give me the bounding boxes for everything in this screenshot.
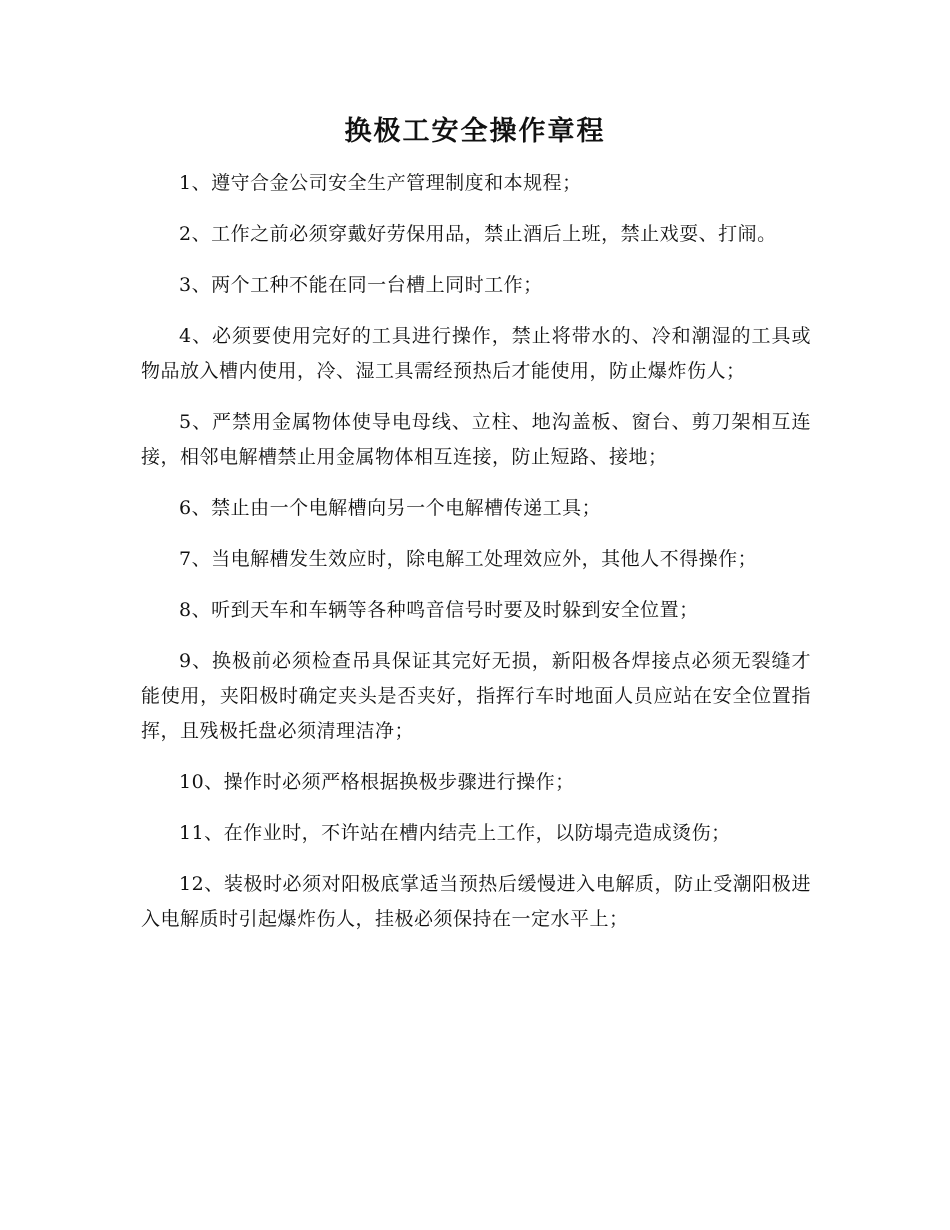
paragraph-12: 12、装极时必须对阳极底掌适当预热后缓慢进入电解质，防止受潮阳极进入电解质时引起爆炸伤人，挂极必须保持在一定水平上； (141, 873, 811, 930)
paragraph-9: 9、换极前必须检查吊具保证其完好无损，新阳极各焊接点必须无裂缝才能使用，夹阳极时确定夹头是否夹好，指挥行车时地面人员应站在安全位置指挥，且残极托盘必须清理洁净； (141, 650, 811, 742)
document-title: 换极工安全操作章程 (344, 116, 606, 147)
document-body (141, 166, 811, 953)
paragraph-3: 3、两个工种不能在同一台槽上同时工作； (179, 274, 543, 296)
paragraph-2: 2、工作之前必须穿戴好劳保用品，禁止酒后上班，禁止戏耍、打闹。 (179, 223, 777, 245)
paragraph-1: 1、遵守合金公司安全生产管理制度和本规程； (179, 172, 582, 194)
paragraph-10: 10、操作时必须严格根据换极步骤进行操作； (179, 771, 575, 793)
paragraph-5: 5、严禁用金属物体使导电母线、立柱、地沟盖板、窗台、剪刀架相互连接，相邻电解槽禁止用金属物体相互连接，防止短路、接地； (141, 411, 811, 468)
paragraph-7: 7、当电解槽发生效应时，除电解工处理效应外，其他人不得操作； (179, 548, 758, 570)
paragraph-11: 11、在作业时，不许站在槽内结壳上工作，以防塌壳造成烫伤； (179, 822, 731, 844)
paragraph-6: 6、禁止由一个电解槽向另一个电解槽传递工具； (179, 497, 602, 519)
paragraph-4: 4、必须要使用完好的工具进行操作，禁止将带水的、冷和潮湿的工具或物品放入槽内使用，冷、湿工具需经预热后才能使用，防止爆炸伤人； (141, 325, 811, 382)
paragraph-8: 8、听到天车和车辆等各种鸣音信号时要及时躲到安全位置； (179, 599, 699, 621)
